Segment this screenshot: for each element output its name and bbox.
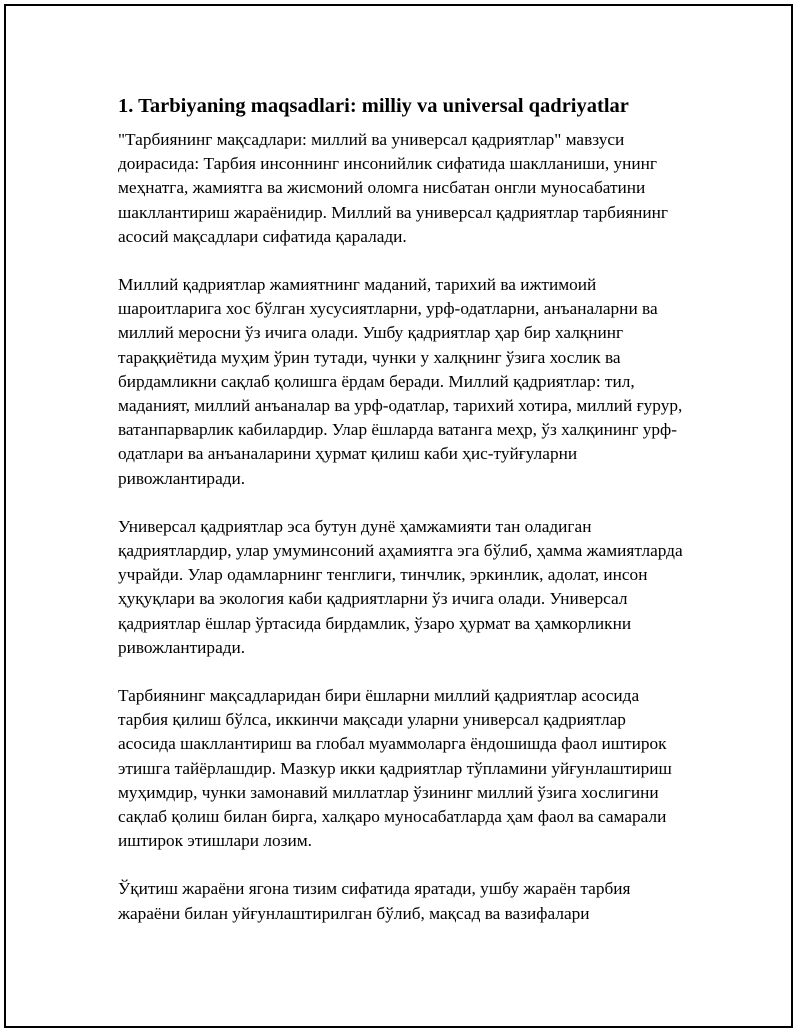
document-body (118, 92, 686, 926)
paragraph-universal-values: Универсал қадриятлар эса бутун дунё ҳамжамияти тан оладиган қадриятлардир, улар умуминсоний аҳамиятга эга бўлиб, ҳамма жамиятларда учрайди. Улар одамларнинг тенглиги, тинчлик, эркинлик, адолат, инсон ҳуқуқлари ва экология каби қадриятларни ўз ичига олади. Универсал қадриятлар ёшлар ўртасида бирдамлик, ўзаро ҳурмат ва ҳамкорликни ривожлантиради. (118, 516, 683, 657)
paragraph-teaching-process: Ўқитиш жараёни ягона тизим сифатида яратади, ушбу жараён тарбия жараёни билан уйғунлаштирилган бўлиб, мақсад ва вазифалари (118, 879, 631, 923)
paragraph-national-values: Миллий қадриятлар жамиятнинг маданий, тарихий ва ижтимоий шароитларига хос бўлган хусусиятларни, урф-одатларни, анъаналарни ва миллий меросни ўз ичига олади. Ушбу қадриятлар ҳар бир халқнинг тараққиётида муҳим ўрин тутади, чунки у халқнинг ўзига хослик ва бирдамликни сақлаб қолишга ёрдам беради. Миллий қадриятлар: тил, маданият, миллий анъаналар ва урф-одатлар, тарихий хотира, миллий ғурур, ватанпарварлик кабилардир. Улар ёшларда ватанга меҳр, ўз халқининг урф-одатлари ва анъаналарини ҳурмат қилиш каби ҳис-туйғуларни ривожлантиради. (118, 275, 683, 488)
paragraph-goals: Тарбиянинг мақсадларидан бири ёшларни миллий қадриятлар асосида тарбия қилиш бўлса, иккинчи мақсади уларни универсал қадриятлар асосида шакллантириш ва глобал муаммоларга ёндошишда фаол иштирок этишга тайёрлашдир. Мазкур икки қадриятлар тўпламини уйғунлаштириш муҳимдир, чунки замонавий миллатлар ўзининг миллий ўзига хослигини сақлаб қолиш билан бирга, халқаро муносабатларда ҳам фаол ва самарали иштирок этишлари лозим. (118, 686, 672, 851)
paragraph-intro: "Тарбиянинг мақсадлари: миллий ва универсал қадриятлар" мавзуси доирасида: Тарбия инсоннинг инсонийлик сифатида шаклланиши, унинг меҳнатга, жамиятга ва жисмоний оломга нисбатан онгли муносабатини шакллантириш жараёнидир. Миллий ва универсал қадриятлар тарбиянинг асосий мақсадлари сифатида қаралади. (118, 130, 668, 246)
document-title: 1. Tarbiyaning maqsadlari: milliy va universal qadriyatlar (118, 95, 629, 117)
